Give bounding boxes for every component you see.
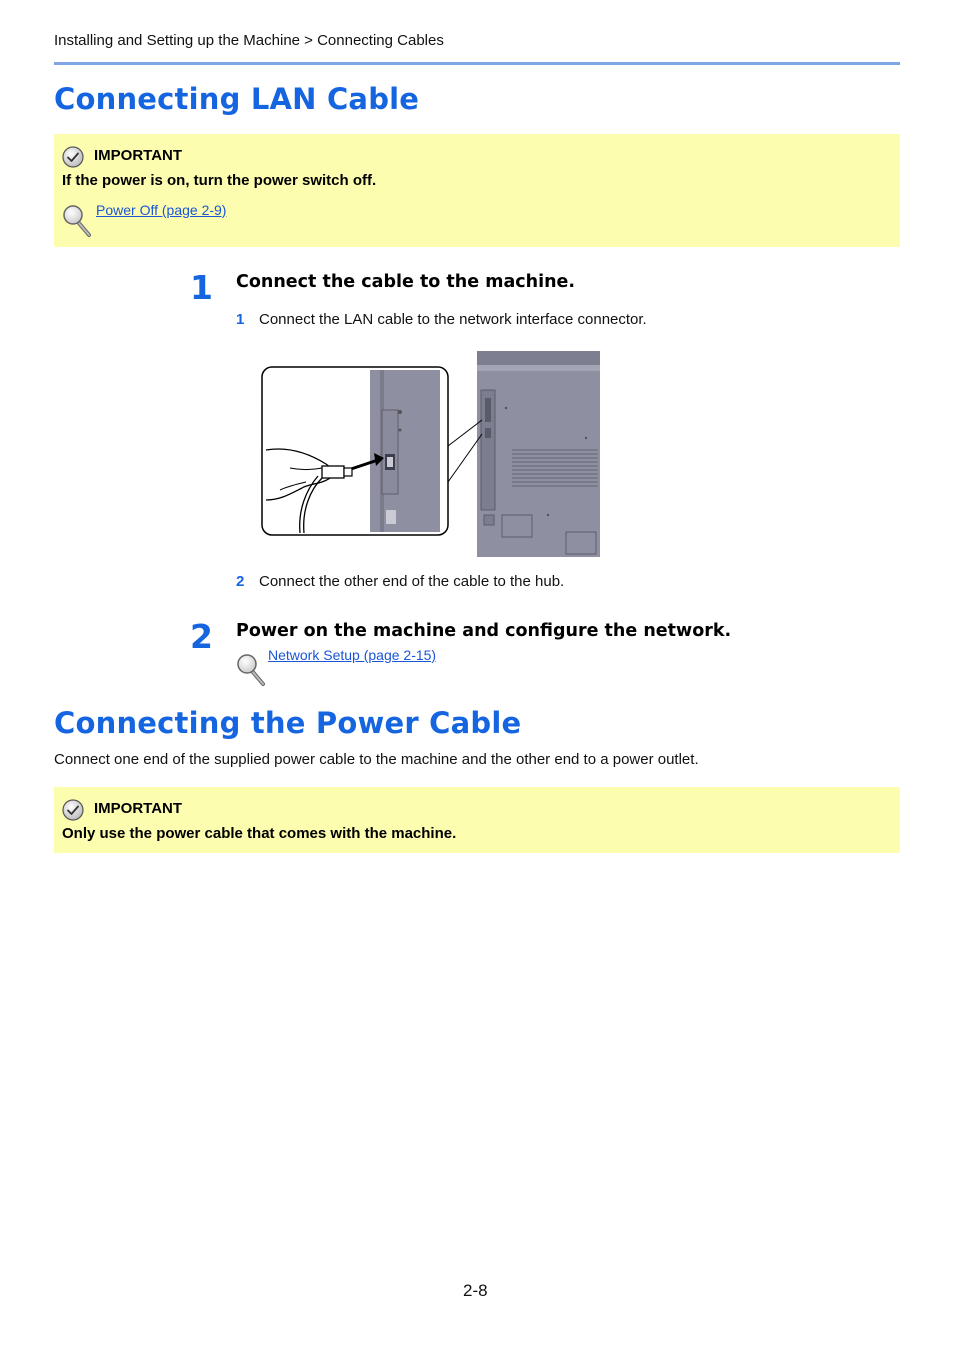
step-2-number: 2 bbox=[190, 617, 213, 656]
substep-2-text: Connect the other end of the cable to the hub. bbox=[259, 573, 565, 590]
important-text: Only use the power cable that comes with the machine. bbox=[62, 825, 457, 842]
checkmark-circle-icon bbox=[62, 799, 84, 821]
lan-connection-illustration bbox=[260, 350, 602, 558]
step-2-title: Power on the machine and configure the network. bbox=[236, 621, 732, 641]
page-number: 2-8 bbox=[463, 1281, 488, 1300]
important-text: If the power is on, turn the power switch off. bbox=[62, 172, 377, 189]
machine-rear-panel bbox=[477, 351, 600, 557]
important-label: IMPORTANT bbox=[94, 147, 183, 164]
power-body-text: Connect one end of the supplied power cable to the machine and the other end to a power outlet. bbox=[54, 751, 699, 768]
substep-1-number: 1 bbox=[236, 311, 245, 328]
substep-2-number: 2 bbox=[236, 573, 245, 590]
checkmark-circle-icon bbox=[62, 146, 84, 168]
magnifier-icon bbox=[62, 204, 92, 238]
section-title-lan: Connecting LAN Cable bbox=[54, 82, 420, 116]
step-1-title: Connect the cable to the machine. bbox=[236, 272, 576, 292]
important-box-power bbox=[54, 787, 900, 853]
network-setup-link[interactable]: Network Setup (page 2-15) bbox=[268, 647, 437, 663]
important-label: IMPORTANT bbox=[94, 800, 183, 817]
step-1-number: 1 bbox=[190, 268, 213, 307]
magnifier-icon bbox=[236, 653, 266, 687]
zoom-callout bbox=[262, 367, 448, 535]
power-off-link[interactable]: Power Off (page 2-9) bbox=[96, 202, 227, 218]
substep-1-text: Connect the LAN cable to the network interface connector. bbox=[259, 311, 647, 328]
important-box-lan bbox=[54, 134, 900, 247]
section-title-power: Connecting the Power Cable bbox=[54, 706, 522, 740]
breadcrumb: Installing and Setting up the Machine > Connecting Cables bbox=[54, 32, 444, 49]
header-rule bbox=[54, 62, 900, 65]
